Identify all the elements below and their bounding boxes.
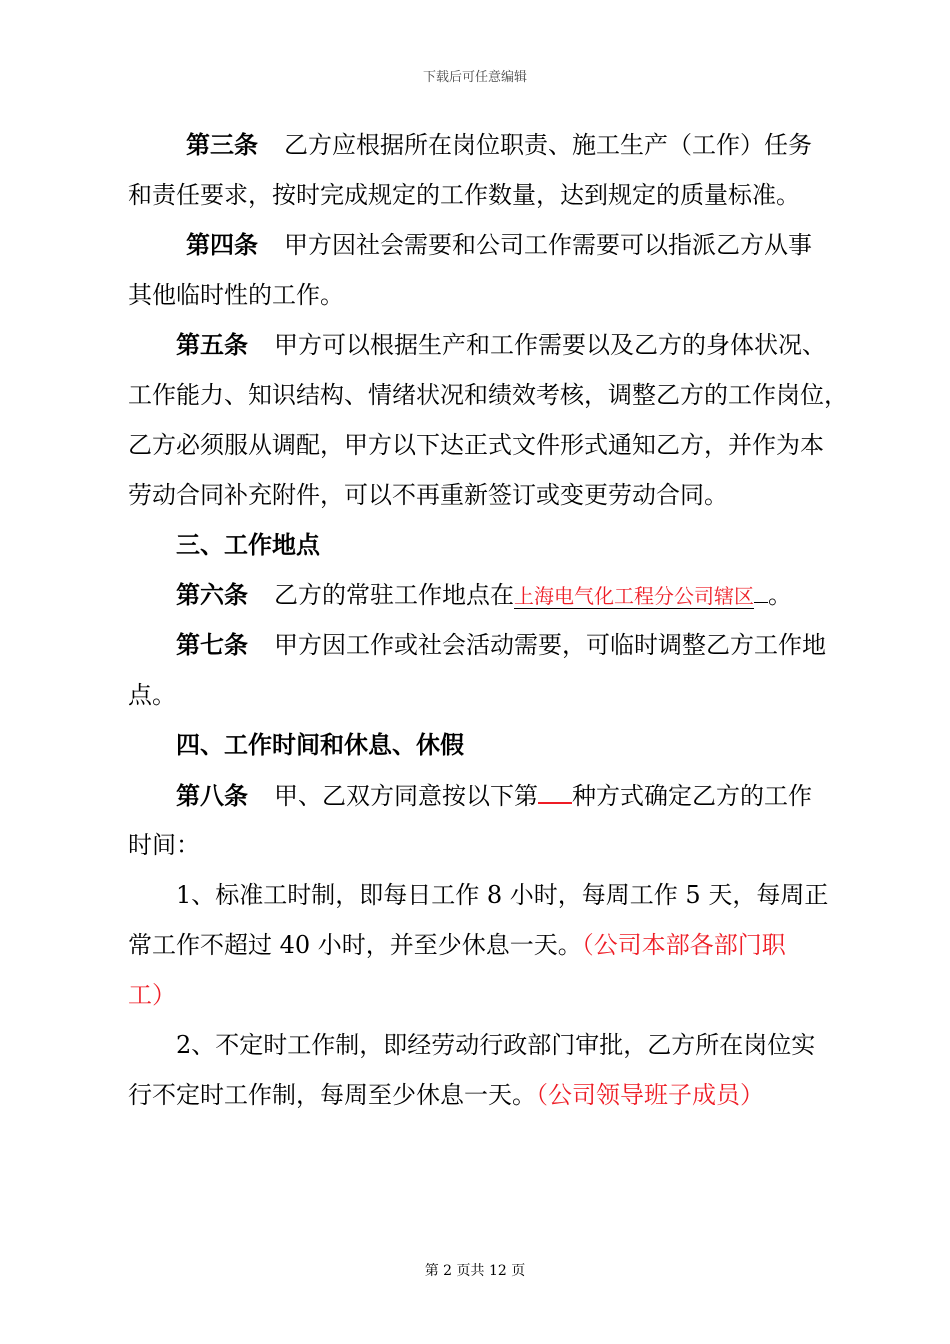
page-footer: 第 2 页共 12 页 [424,1263,526,1279]
article5-line1 [176,330,826,360]
article8-text-before: 甲、乙双方同意按以下第 [274,782,538,810]
article6-text-after: 。 [768,581,792,609]
article3-line1 [186,130,812,160]
article4-label: 第四条 [186,230,258,259]
option2-text2: 行不定时工作制，每周至少休息一天。 [128,1081,536,1109]
article8-line2: 时间： [128,831,200,859]
article8-line1 [176,780,812,811]
article3-text1: 乙方应根据所在岗位职责、施工生产（工作）任务 [284,131,812,159]
article6-text-before: 乙方的常驻工作地点在 [274,581,514,609]
article6-label: 第六条 [176,580,248,609]
option1-note: （公司本部各部门职 [581,931,786,959]
article4-line1 [186,230,812,260]
article5-label: 第五条 [176,330,248,359]
article5-line4: 劳动合同补充附件，可以不再重新签订或变更劳动合同。 [128,481,728,509]
article5-line2: 工作能力、知识结构、情绪状况和绩效考核，调整乙方的工作岗位， [128,381,848,409]
option1-line1: 1、标准工时制，即每日工作 8 小时，每周工作 5 天，每周正 [176,881,829,909]
article7-line2: 点。 [128,681,176,709]
article5-line3: 乙方必须服从调配，甲方以下达正式文件形式通知乙方，并作为本 [128,431,824,459]
article3-label: 第三条 [186,130,258,159]
article7-label: 第七条 [176,630,248,659]
section3-heading: 三、工作地点 [176,530,320,559]
article8-label: 第八条 [176,781,248,810]
article5-text1: 甲方可以根据生产和工作需要以及乙方的身体状况、 [274,331,826,359]
article4-text1: 甲方因社会需要和公司工作需要可以指派乙方从事 [284,231,812,259]
article6-line [176,580,792,611]
option2-line1: 2、不定时工作制，即经劳动行政部门审批，乙方所在岗位实 [176,1031,816,1059]
article6-location: 上海电气化工程分公司辖区 [514,584,754,608]
option2-note: （公司领导班子成员） [536,1081,764,1109]
article8-text-after: 种方式确定乙方的工作 [572,782,812,810]
article8-blank [538,780,572,804]
option1-line2 [128,930,786,960]
header-note: 下载后可任意编辑 [422,70,527,85]
option1-text2: 常工作不超过 40 小时，并至少休息一天。 [128,931,582,959]
option2-line2 [128,1080,764,1110]
option1-line3: 工） [128,981,176,1009]
article7-line1 [176,630,826,660]
article4-line2: 其他临时性的工作。 [128,281,344,309]
article3-line2: 和责任要求，按时完成规定的工作数量，达到规定的质量标准。 [128,181,800,209]
article7-text1: 甲方因工作或社会活动需要，可临时调整乙方工作地 [274,631,826,659]
section4-heading: 四、工作时间和休息、休假 [176,730,464,759]
